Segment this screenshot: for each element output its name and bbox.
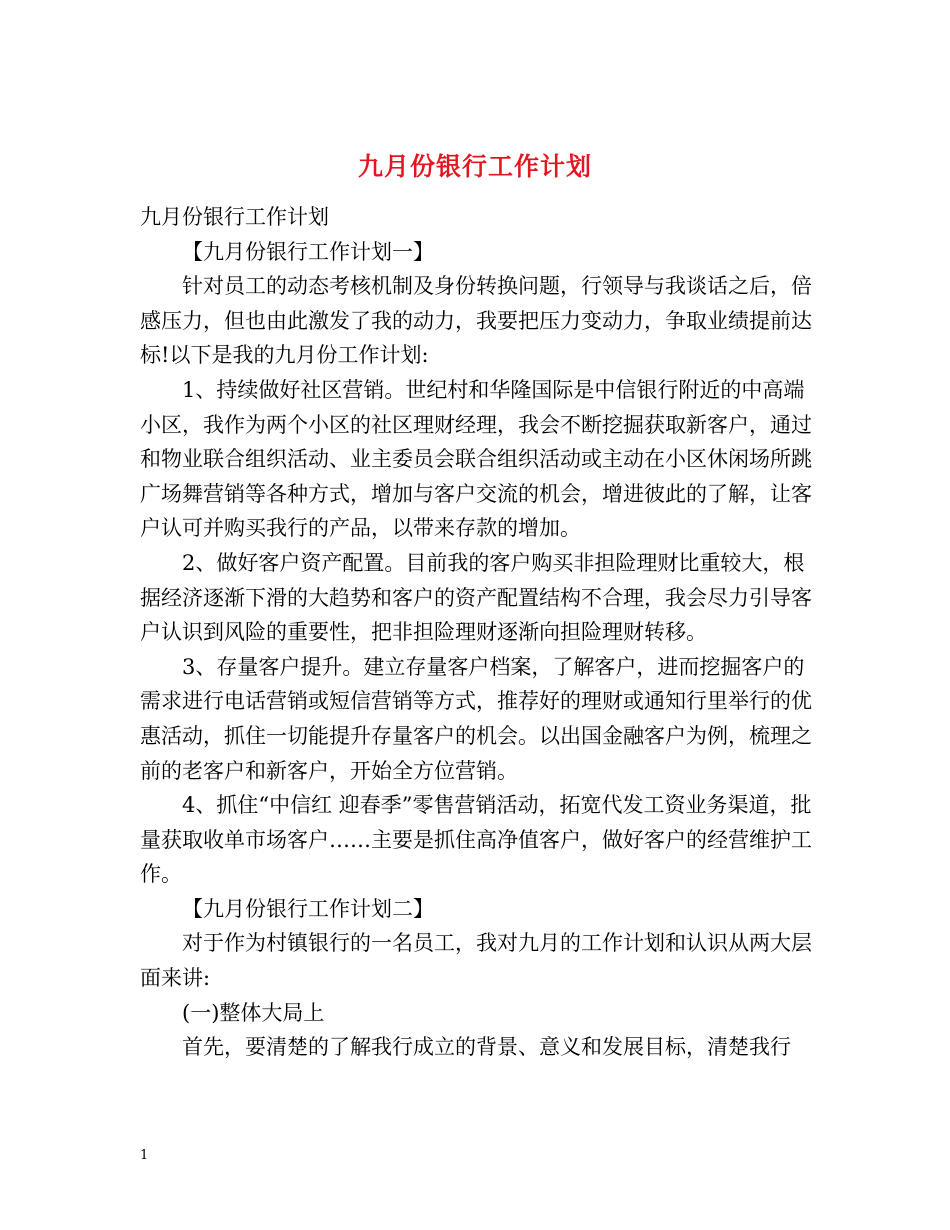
paragraph: 九月份银行工作计划 (140, 205, 329, 229)
document-body (140, 200, 816, 1065)
paragraph: 针对员工的动态考核机制及身份转换问题，行领导与我谈话之后，倍感压力，但也由此激发了我的动力，我要把压力变动力，争取业绩提前达标!以下是我的九月份工作计划: (140, 274, 812, 368)
paragraph: (一)整体大局上 (182, 1000, 325, 1025)
paragraph: 【九月份银行工作计划二】 (182, 896, 434, 921)
paragraph: 【九月份银行工作计划一】 (182, 239, 434, 264)
paragraph: 首先，要清楚的了解我行成立的背景、意义和发展目标，清楚我行 (182, 1035, 791, 1060)
paragraph: 4、抓住“中信红 迎春季”零售营销活动，拓宽代发工资业务渠道，批量获取收单市场客户……主要是抓住高净值客户，做好客户的经营维护工作。 (140, 793, 812, 887)
paragraph: 3、存量客户提升。建立存量客户档案，了解客户，进而挖掘客户的需求进行电话营销或短信营销等方式，推荐好的理财或通知行里举行的优惠活动，抓住一切能提升存量客户的机会。以出国金融客户为例，梳理之前的老客户和新客户，开始全方位营销。 (140, 654, 812, 783)
paragraph: 1、持续做好社区营销。世纪村和华隆国际是中信银行附近的中高端小区，我作为两个小区的社区理财经理，我会不断挖掘获取新客户，通过和物业联合组织活动、业主委员会联合组织活动或主动在小区休闲场所跳广场舞营销等各种方式，增加与客户交流的机会，增进彼此的了解，让客户认可并购买我行的产品，以带来存款的增加。 (140, 377, 812, 541)
paragraph: 2、做好客户资产配置。目前我的客户购买非担险理财比重较大，根据经济逐渐下滑的大趋势和客户的资产配置结构不合理，我会尽力引导客户认识到风险的重要性，把非担险理财逐渐向担险理财转移。 (140, 550, 812, 645)
page-number: 1 (140, 1148, 149, 1163)
document-title: 九月份银行工作计划 (357, 151, 592, 181)
paragraph: 对于作为村镇银行的一名员工，我对九月的工作计划和认识从两大层面来讲: (140, 931, 812, 991)
